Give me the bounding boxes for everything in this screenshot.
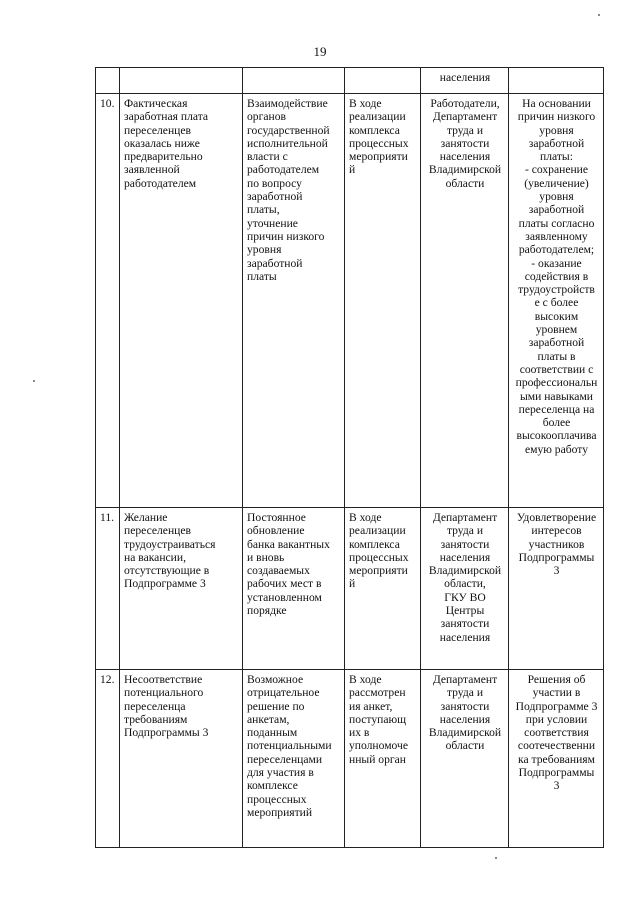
cell-text-line: участников xyxy=(528,537,585,551)
responsible-cell xyxy=(421,508,509,670)
cell-text-line: (увеличение) xyxy=(524,176,589,190)
timing-cell xyxy=(345,670,421,848)
responsible-cell xyxy=(421,670,509,848)
cell-text-line: труда и xyxy=(446,524,484,538)
cell-text-line: Возможное xyxy=(247,673,304,686)
table-row xyxy=(96,68,604,94)
cell-text-line: участии в xyxy=(532,686,581,700)
measure-cell xyxy=(243,508,345,670)
cell-text-line: - оказание xyxy=(531,256,582,270)
cell-text-line: ГКУ ВО xyxy=(444,590,486,604)
cell-text-line: труда и xyxy=(446,123,484,137)
cell-text-line: платы, xyxy=(247,203,280,217)
cell-text-line: причин низкого xyxy=(247,229,325,243)
cell-text-line: платы xyxy=(247,269,277,283)
result-cell xyxy=(509,670,604,848)
result-cell xyxy=(509,508,604,670)
cell-text-line: й xyxy=(349,163,356,177)
cell-text-line: высокооплачива xyxy=(516,429,597,443)
cell-text-line: труда и xyxy=(446,686,484,700)
cell-text-line: соответствия xyxy=(524,726,589,740)
cell-text-line: соответствии с xyxy=(519,362,594,376)
cell-text-line: уровня xyxy=(539,123,574,137)
cell-text-line: трудоустраиваться xyxy=(124,537,216,551)
cell-text-line: заработной xyxy=(247,190,303,204)
risk-description-cell xyxy=(120,508,243,670)
cell-text-line: комплексе xyxy=(247,779,298,793)
cell-text-line: работодателем xyxy=(247,163,320,177)
cell-text-line: по вопросу xyxy=(247,176,302,190)
result-cell xyxy=(509,94,604,508)
cell-text-line: переселенца на xyxy=(518,402,595,416)
table-row xyxy=(96,94,604,508)
cell-text-line: рассмотрен xyxy=(349,686,406,700)
cell-text-line: для участия в xyxy=(247,766,314,780)
cell-text-line: предварительно xyxy=(124,150,203,164)
measure-cell xyxy=(243,94,345,508)
cell-text-line: платы согласно xyxy=(518,216,595,230)
cell-text-line: 3 xyxy=(553,564,560,578)
risk-description-cell xyxy=(120,68,243,94)
cell-text-line: уточнение xyxy=(247,216,298,230)
cell-text-line: власти с xyxy=(247,150,288,164)
cell-text-line: В ходе xyxy=(349,97,382,110)
row-number-cell: 10. xyxy=(96,94,120,508)
cell-text-line: и вновь xyxy=(247,550,285,564)
cell-text-line: области, xyxy=(444,577,486,591)
cell-text-line: нный орган xyxy=(349,752,407,766)
cell-text-line: переселенцами xyxy=(247,752,323,766)
cell-text-line: более xyxy=(542,416,571,430)
table-row xyxy=(96,670,604,848)
row-number-cell: 11. xyxy=(96,508,120,670)
cell-text-line: переселенца xyxy=(124,699,186,713)
row-number-cell xyxy=(96,68,120,94)
cell-text-line: заработной xyxy=(528,203,585,217)
cell-text-line: населения xyxy=(439,630,491,644)
cell-text-line: заработная плата xyxy=(124,110,209,124)
cell-text-line: уровнем xyxy=(535,323,578,337)
table-row xyxy=(96,508,604,670)
cell-text-line: Подпрограммы xyxy=(518,550,595,564)
cell-text-line: Департамент xyxy=(432,511,498,524)
cell-text-line: ыми навыками xyxy=(520,389,593,403)
cell-text-line: населения xyxy=(439,71,491,84)
cell-text-line: населения xyxy=(439,712,491,726)
cell-text-line: переселенцев xyxy=(124,123,191,137)
cell-text-line: мероприятий xyxy=(247,805,313,819)
cell-text-line: установленном xyxy=(247,590,322,604)
timing-cell xyxy=(345,94,421,508)
cell-text-line: Подпрограмме 3 xyxy=(124,577,206,591)
cell-text-line: трудоустройств xyxy=(518,283,595,297)
cell-text-line: занятости xyxy=(440,617,490,631)
cell-text-line: переселенцев xyxy=(124,524,191,538)
cell-text-line: заработной xyxy=(528,336,585,350)
cell-text-line: на вакансии, xyxy=(124,550,186,564)
cell-text-line: рабочих мест в xyxy=(247,577,322,591)
risk-description-cell xyxy=(120,94,243,508)
scan-speck xyxy=(33,380,35,382)
timing-cell xyxy=(345,68,421,94)
cell-text-line: Владимирской xyxy=(428,163,502,177)
cell-text-line: Желание xyxy=(124,511,168,524)
risk-measures-table xyxy=(95,67,604,848)
cell-text-line: потенциальными xyxy=(247,739,332,753)
cell-text-line: заявленному xyxy=(525,229,588,243)
cell-text-line: В ходе xyxy=(349,673,382,686)
cell-text-line: причин низкого xyxy=(517,110,596,124)
cell-text-line: емую работу xyxy=(524,442,589,456)
cell-text-line: Работодатели, xyxy=(430,97,500,110)
result-cell xyxy=(509,68,604,94)
timing-cell xyxy=(345,508,421,670)
cell-text-line: процессных xyxy=(349,136,409,150)
cell-text-line: банка вакантных xyxy=(247,537,330,551)
cell-text-line: Подпрограммы xyxy=(518,766,595,780)
row-number-cell: 12. xyxy=(96,670,120,848)
cell-text-line: Взаимодействие xyxy=(247,97,328,110)
cell-text-line: Владимирской xyxy=(428,564,502,578)
measure-cell xyxy=(243,670,345,848)
cell-text-line: органов xyxy=(247,110,286,124)
cell-text-line: Удовлетворение xyxy=(516,511,597,524)
page-number: 19 xyxy=(313,44,327,59)
cell-text-line: Фактическая xyxy=(124,97,188,110)
cell-text-line: заработной xyxy=(528,136,585,150)
cell-text-line: Решения об xyxy=(527,673,586,686)
cell-text-line: заработной xyxy=(247,256,303,270)
cell-text-line: исполнительной xyxy=(247,136,328,150)
responsible-cell xyxy=(421,94,509,508)
cell-text-line: работодателем xyxy=(124,176,197,190)
cell-text-line: содействия в xyxy=(524,269,589,283)
cell-text-line: работодателем; xyxy=(518,243,595,257)
cell-text-line: Несоответствие xyxy=(124,673,203,686)
cell-text-line: поданным xyxy=(247,726,298,740)
cell-text-line: высоким xyxy=(534,309,579,323)
cell-text-line: создаваемых xyxy=(247,564,310,578)
cell-text-line: Подпрограммы 3 xyxy=(124,726,209,740)
cell-text-line: В ходе xyxy=(349,511,382,524)
cell-text-line: области xyxy=(445,176,485,190)
cell-text-line: их в xyxy=(349,726,370,740)
cell-text-line: - сохранение xyxy=(524,163,589,177)
cell-text-line: занятости xyxy=(440,537,490,551)
cell-text-line: уполномоче xyxy=(349,739,409,753)
measure-cell xyxy=(243,68,345,94)
responsible-cell xyxy=(421,68,509,94)
cell-text-line: отрицательное xyxy=(247,686,320,700)
cell-text-line: потенциального xyxy=(124,686,204,700)
cell-text-line: Владимирской xyxy=(428,726,502,740)
cell-text-line: заявленной xyxy=(124,163,180,177)
scan-speck xyxy=(495,857,497,859)
risk-description-cell xyxy=(120,670,243,848)
scan-speck xyxy=(598,14,600,16)
cell-text-line: ка требованиям xyxy=(518,752,595,766)
cell-text-line: государственной xyxy=(247,123,330,137)
cell-text-line: процессных xyxy=(247,792,307,806)
cell-text-line: 3 xyxy=(553,779,560,793)
cell-text-line: области xyxy=(445,739,485,753)
cell-text-line: занятости xyxy=(440,136,490,150)
cell-text-line: Департамент xyxy=(432,110,498,124)
cell-text-line: поступающ xyxy=(349,712,407,726)
cell-text-line: платы: xyxy=(540,150,573,164)
cell-text-line: уровня xyxy=(247,243,282,257)
cell-text-line: Постоянное xyxy=(247,511,306,524)
cell-text-line: требованиям xyxy=(124,712,188,726)
cell-text-line: анкетам, xyxy=(247,712,290,726)
cell-text-line: ия анкет, xyxy=(349,699,393,713)
cell-text-line: процессных xyxy=(349,550,409,564)
cell-text-line: населения xyxy=(439,550,491,564)
cell-text-line: отсутствующие в xyxy=(124,564,210,578)
cell-text-line: На основании xyxy=(522,97,591,110)
cell-text-line: мероприяти xyxy=(349,150,408,164)
cell-text-line: оказалась ниже xyxy=(124,136,200,150)
cell-text-line: занятости xyxy=(440,699,490,713)
cell-text-line: платы в xyxy=(537,349,576,363)
cell-text-line: обновление xyxy=(247,524,305,538)
cell-text-line: Центры xyxy=(445,604,485,618)
cell-text-line: интересов xyxy=(531,524,582,538)
cell-text-line: профессиональн xyxy=(515,376,598,390)
cell-text-line: при условии xyxy=(525,712,588,726)
cell-text-line: е с более xyxy=(534,296,579,310)
cell-text-line: реализации xyxy=(349,524,406,538)
cell-text-line: решение по xyxy=(247,699,305,713)
cell-text-line: Подпрограмме 3 xyxy=(515,699,598,713)
cell-text-line: реализации xyxy=(349,110,406,124)
cell-text-line: комплекса xyxy=(349,537,400,551)
cell-text-line: порядке xyxy=(247,604,287,618)
cell-text-line: Департамент xyxy=(432,673,498,686)
cell-text-line: комплекса xyxy=(349,123,400,137)
cell-text-line: мероприяти xyxy=(349,564,408,578)
cell-text-line: й xyxy=(349,577,356,591)
cell-text-line: соотечественни xyxy=(517,739,596,753)
cell-text-line: уровня xyxy=(539,190,574,204)
cell-text-line: населения xyxy=(439,150,491,164)
